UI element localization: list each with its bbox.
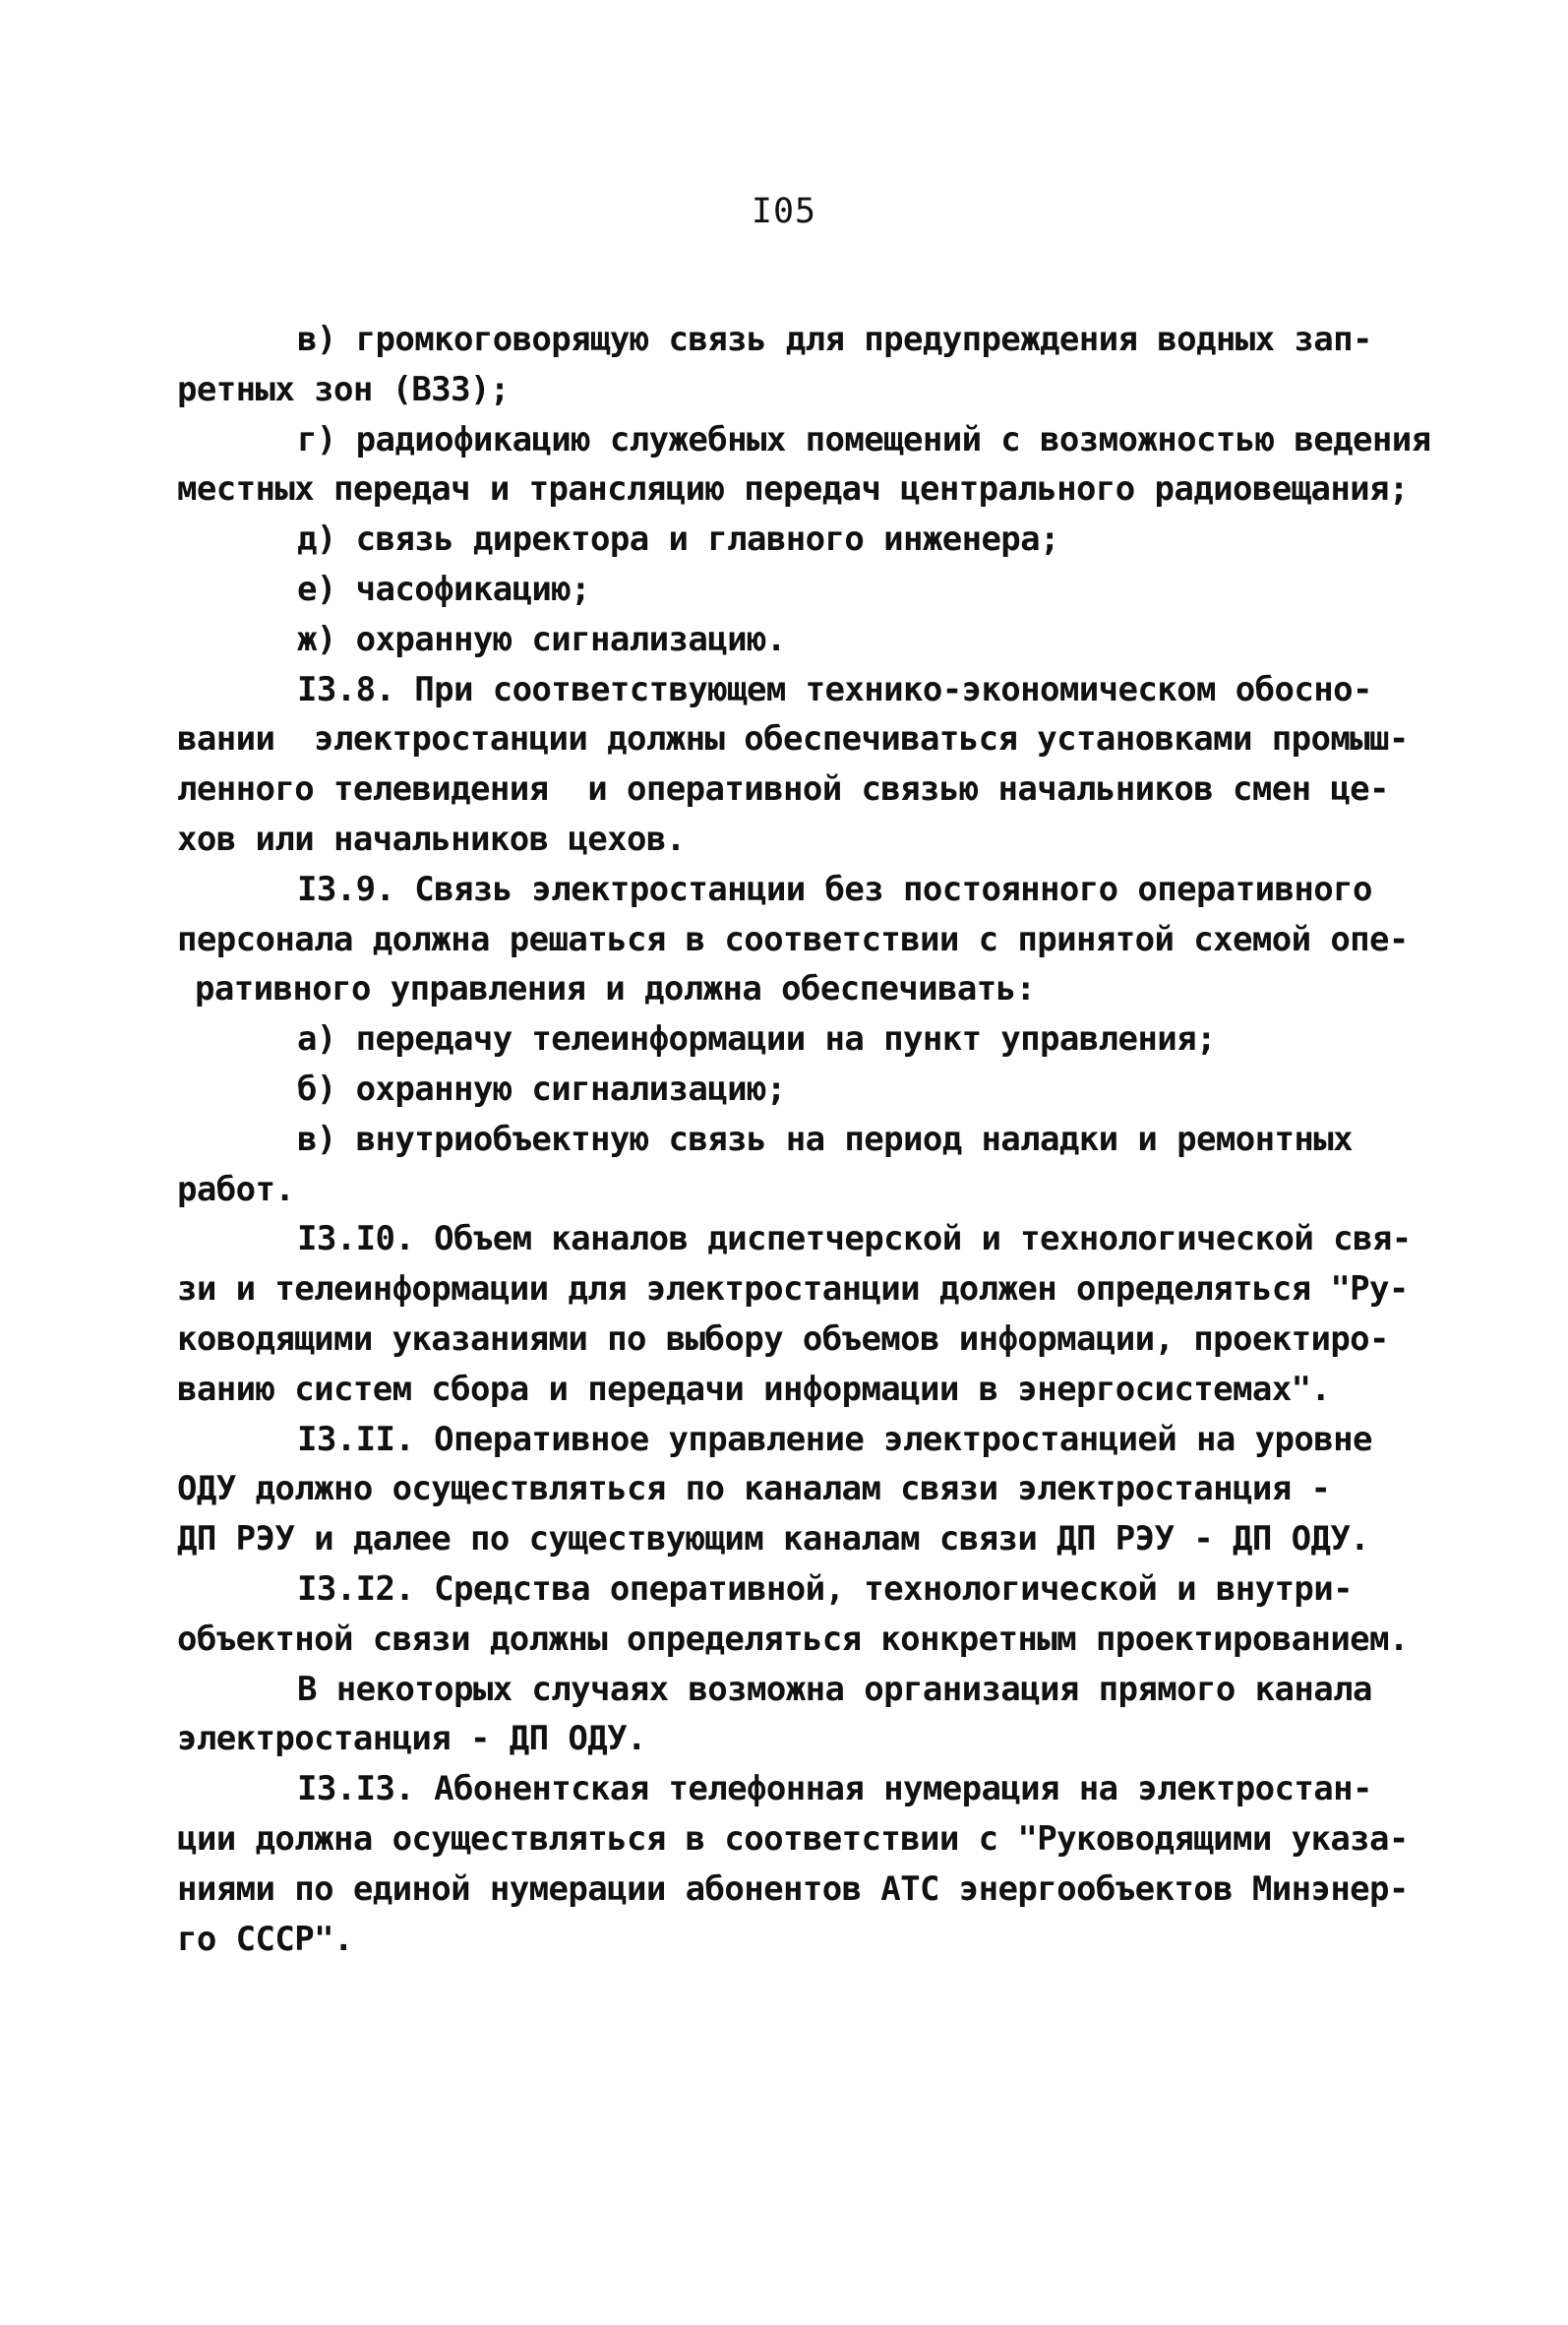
text-line: ретных зон (ВЗЗ);: [177, 369, 510, 409]
text-line: ниями по единой нумерации абонентов АТС энергообъектов Минэнер-: [177, 1868, 1409, 1909]
text-line: ководящими указаниями по выбору объемов информации, проектиро-: [177, 1318, 1389, 1359]
text-line: работ.: [177, 1169, 295, 1209]
text-line: в) внутриобъектную связь на период наладки и ремонтных: [297, 1119, 1353, 1159]
text-line: ОДУ должно осуществляться по каналам связи электростанция -: [177, 1469, 1331, 1509]
text-line: объектной связи должны определяться конкретным проектированием.: [177, 1619, 1409, 1659]
text-line: го СССР".: [177, 1919, 353, 1959]
text-line: а) передачу телеинформации на пункт управления;: [297, 1019, 1216, 1060]
text-line: ции должна осуществляться в соответствии с "Руководящими указа-: [177, 1818, 1409, 1859]
text-line: I3.I2. Средства оперативной, технологической и внутри-: [297, 1568, 1353, 1609]
text-line: г) радиофикацию служебных помещений с возможностью ведения: [297, 419, 1431, 459]
text-line: I3.8. При соответствующем технико-экономическом обосно-: [297, 669, 1372, 709]
body-text: [177, 315, 1446, 1964]
text-line: I3.9. Связь электростанции без постоянного оперативного: [297, 869, 1372, 909]
text-line: б) охранную сигнализацию;: [297, 1069, 786, 1109]
text-line: зи и телеинформации для электростанции должен определяться "Ру-: [177, 1269, 1409, 1310]
text-line: в) громкоговорящую связь для предупреждения водных зап-: [297, 320, 1372, 359]
text-line: I3.I0. Объем каналов диспетчерской и технологической свя-: [297, 1219, 1412, 1259]
text-line: электростанция - ДП ОДУ.: [177, 1719, 646, 1759]
text-line: В некоторых случаях возможна организация прямого канала: [297, 1669, 1372, 1709]
text-line: хов или начальников цехов.: [177, 819, 686, 859]
text-line: местных передач и трансляцию передач центрального радиовещания;: [177, 469, 1409, 510]
text-line: ративного управления и должна обеспечивать:: [195, 969, 1036, 1010]
text-line: ванию систем сбора и передачи информации в энергосистемах".: [177, 1369, 1331, 1409]
text-line: вании электростанции должны обеспечиваться установками промыш-: [177, 719, 1409, 760]
text-line: д) связь директора и главного инженера;: [297, 520, 1059, 560]
text-line: I3.II. Оперативное управление электростанцией на уровне: [297, 1419, 1372, 1459]
text-line: I3.I3. Абонентская телефонная нумерация на электростан-: [297, 1769, 1372, 1809]
text-line: е) часофикацию;: [297, 569, 591, 609]
text-line: ж) охранную сигнализацию.: [297, 619, 786, 659]
text-line: персонала должна решаться в соответствии с принятой схемой опе-: [177, 919, 1409, 959]
text-line: ДП РЭУ и далее по существующим каналам связи ДП РЭУ - ДП ОДУ.: [177, 1519, 1370, 1560]
text-line: ленного телевидения и оперативной связью начальников смен це-: [177, 769, 1389, 810]
page-number: I05: [751, 192, 817, 231]
